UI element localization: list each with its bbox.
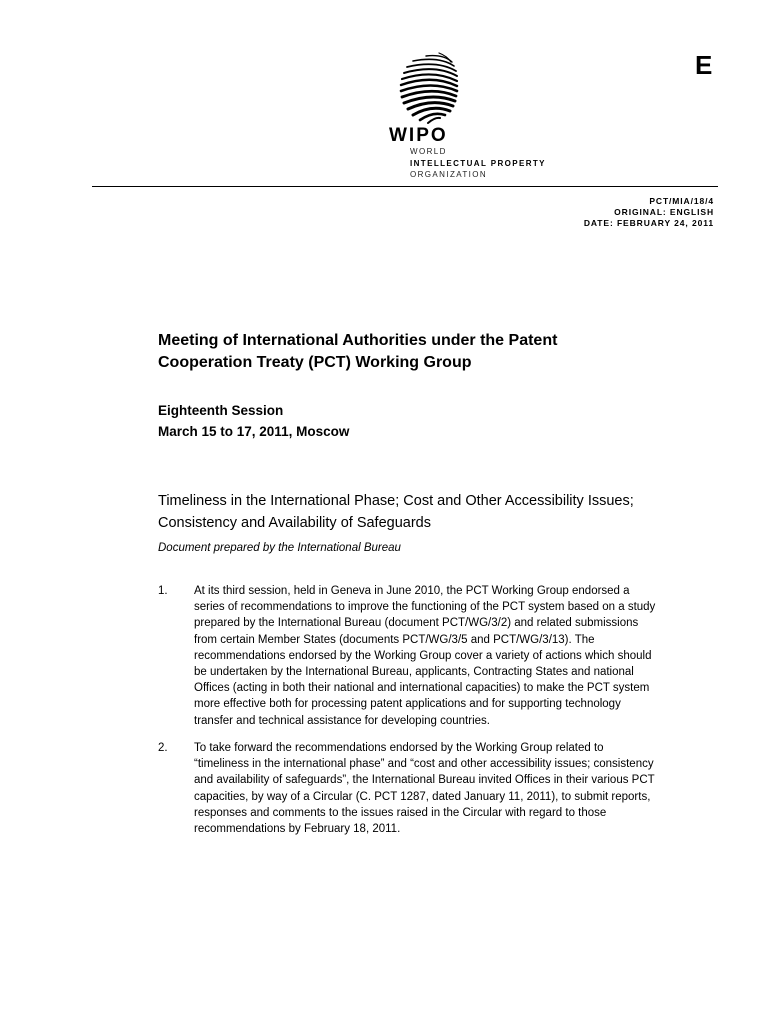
numbered-paragraph [158, 583, 718, 729]
paragraph-body [194, 583, 718, 729]
wipo-emblem-icon [399, 50, 459, 124]
paragraph-line: At its third session, held in Geneva in June 2010, the PCT Working Group endorsed a [194, 585, 630, 597]
document-subject [158, 490, 718, 534]
paragraph-number: 2. [158, 742, 168, 754]
meeting-title [158, 330, 658, 374]
language-letter: E [695, 50, 713, 80]
org-line-1: WORLD [410, 147, 447, 156]
meeting-title-line: Cooperation Treaty (PCT) Working Group [158, 354, 472, 371]
paragraph-line: from certain Member States (documents PCT/WG/3/5 and PCT/WG/3/13). The [194, 633, 595, 646]
session-info [158, 400, 349, 442]
paragraph-line: prepared by the International Bureau (document PCT/WG/3/2) and related submissions [194, 617, 639, 630]
paragraph-number: 1. [158, 585, 168, 597]
wipo-wordmark: WIPO [389, 125, 448, 146]
subject-line: Timeliness in the International Phase; Cost and Other Accessibility Issues; [158, 493, 634, 509]
paragraph-line: capacities, by way of a Circular (C. PCT 1287, dated January 11, 2011), to submit reports, [194, 790, 651, 803]
paragraph-line: and availability of safeguards”, the International Bureau invited Offices in their various PCT [194, 774, 655, 787]
meeting-title-line: Meeting of International Authorities under the Patent [158, 332, 558, 349]
paragraph-line: be undertaken by the International Bureau, applicants, Contracting States and national [194, 666, 634, 679]
document-code: PCT/MIA/18/4 [649, 196, 714, 206]
paragraph-line: responses and comments to the issues raised in the Circular with regard to those [194, 806, 607, 819]
paragraph-line: To take forward the recommendations endorsed by the Working Group related to [194, 742, 604, 754]
session-dates-location: March 15 to 17, 2011, Moscow [158, 424, 350, 439]
paragraph-line: series of recommendations to improve the functioning of the PCT system based on a study [194, 601, 656, 614]
paragraph-line: recommendations by February 18, 2011. [194, 823, 401, 836]
session-name: Eighteenth Session [158, 403, 284, 418]
paragraph-line: “timeliness in the international phase” and “cost and other accessibility issues; consistency [194, 758, 654, 771]
prepared-by-note: Document prepared by the International Bureau [158, 542, 401, 554]
paragraph-body [194, 740, 718, 837]
paragraph-line: Offices (acting in both their national and international capacities) to make the PCT system [194, 682, 650, 695]
paragraph-line: more effective both for processing patent applications and for supporting technology [194, 698, 621, 711]
numbered-paragraph [158, 740, 718, 837]
organization-name [410, 146, 546, 181]
subject-line: Consistency and Availability of Safeguards [158, 515, 431, 531]
paragraph-line: transfer and technical assistance for developing countries. [194, 714, 490, 727]
original-language: ORIGINAL: ENGLISH [614, 207, 714, 217]
header-divider [92, 186, 718, 187]
org-line-2: INTELLECTUAL PROPERTY [410, 158, 546, 168]
document-date: DATE: FEBRUARY 24, 2011 [583, 218, 714, 228]
org-line-3: ORGANIZATION [410, 170, 488, 179]
paragraph-line: recommendations endorsed by the Working Group cover a variety of actions which should [194, 649, 652, 662]
document-metadata [584, 196, 714, 229]
